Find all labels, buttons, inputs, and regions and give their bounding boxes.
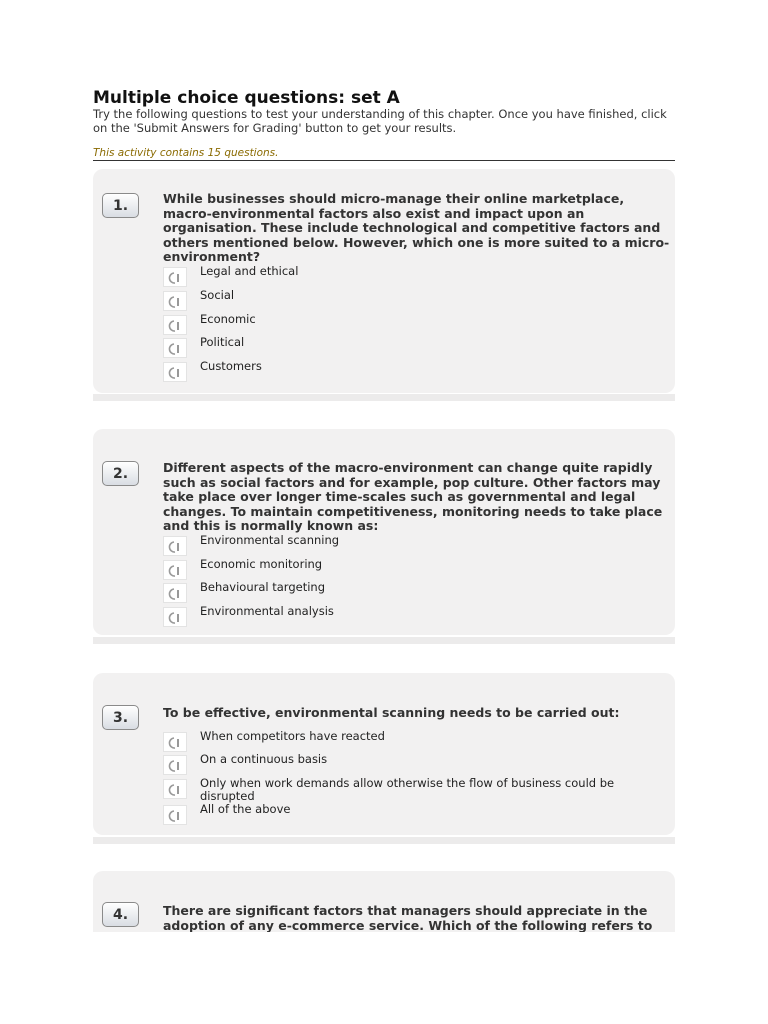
answer-option[interactable] [163,730,663,753]
divider [93,160,675,161]
answer-option[interactable] [163,313,663,336]
answer-option[interactable] [163,605,663,628]
intro-text: Try the following questions to test your understanding of this chapter. Once you have finished, click on the 'Submit Answers for Grading' button to get your results. [93,107,667,135]
answer-option[interactable] [163,534,663,557]
answer-option[interactable] [163,777,663,805]
page-title: Multiple choice questions: set A [93,88,400,108]
question-text: To be effective, environmental scanning needs to be carried out: [163,705,620,720]
radio-button-icon[interactable] [163,583,187,603]
option-label: Economic [200,312,256,326]
answer-option[interactable] [163,265,663,288]
option-label: Customers [200,359,262,373]
radio-button-icon[interactable] [163,362,187,382]
question-separator [93,637,675,644]
radio-button-icon[interactable] [163,560,187,580]
radio-button-icon[interactable] [163,607,187,627]
answer-option[interactable] [163,558,663,581]
option-label: Political [200,335,245,349]
question-number-button[interactable]: 4. [102,902,139,927]
question-card-3 [93,673,675,835]
option-label: Environmental scanning [200,533,340,547]
answer-option[interactable] [163,289,663,312]
radio-button-icon[interactable] [163,338,187,358]
option-label: Behavioural targeting [200,580,326,594]
question-text: While businesses should micro-manage their online marketplace, macro-environmental factors also exist and impact upon an organisation. These include technological and competitive factors and others mentioned below. However, which one is more suited to a micro-environment? [163,191,670,265]
radio-button-icon[interactable] [163,755,187,775]
answer-option[interactable] [163,803,663,826]
question-separator [93,394,675,401]
option-label: Legal and ethical [200,264,299,278]
answer-option[interactable] [163,581,663,604]
question-number-button[interactable]: 1. [102,193,139,218]
radio-button-icon[interactable] [163,315,187,335]
question-number-button[interactable]: 2. [102,461,139,486]
question-card-4 [93,871,675,932]
option-label: All of the above [200,802,291,816]
option-label: Economic monitoring [200,557,323,571]
option-label: Only when work demands allow otherwise the flow of business could be disrupted [200,776,615,803]
radio-button-icon[interactable] [163,536,187,556]
radio-button-icon[interactable] [163,805,187,825]
option-label: Social [200,288,235,302]
option-label: On a continuous basis [200,752,328,766]
activity-note: This activity contains 15 questions. [93,147,279,159]
question-text: There are significant factors that managers should appreciate in the adoption of any e-commerce service. Which of the following refers to [163,903,653,932]
question-card-2 [93,429,675,635]
answer-option[interactable] [163,753,663,776]
radio-button-icon[interactable] [163,267,187,287]
radio-button-icon[interactable] [163,732,187,752]
question-card-1 [93,169,675,393]
question-number-button[interactable]: 3. [102,705,139,730]
radio-button-icon[interactable] [163,291,187,311]
answer-option[interactable] [163,360,663,383]
radio-button-icon[interactable] [163,779,187,799]
option-label: When competitors have reacted [200,729,385,743]
question-separator [93,837,675,844]
question-text: Different aspects of the macro-environment can change quite rapidly such as social factors and for example, pop culture. Other factors may take place over longer time-scales such as governmental and legal changes. To maintain competitiveness, monitoring needs to take place and this is normally known as: [163,460,663,534]
answer-option[interactable] [163,336,663,359]
option-label: Environmental analysis [200,604,334,618]
